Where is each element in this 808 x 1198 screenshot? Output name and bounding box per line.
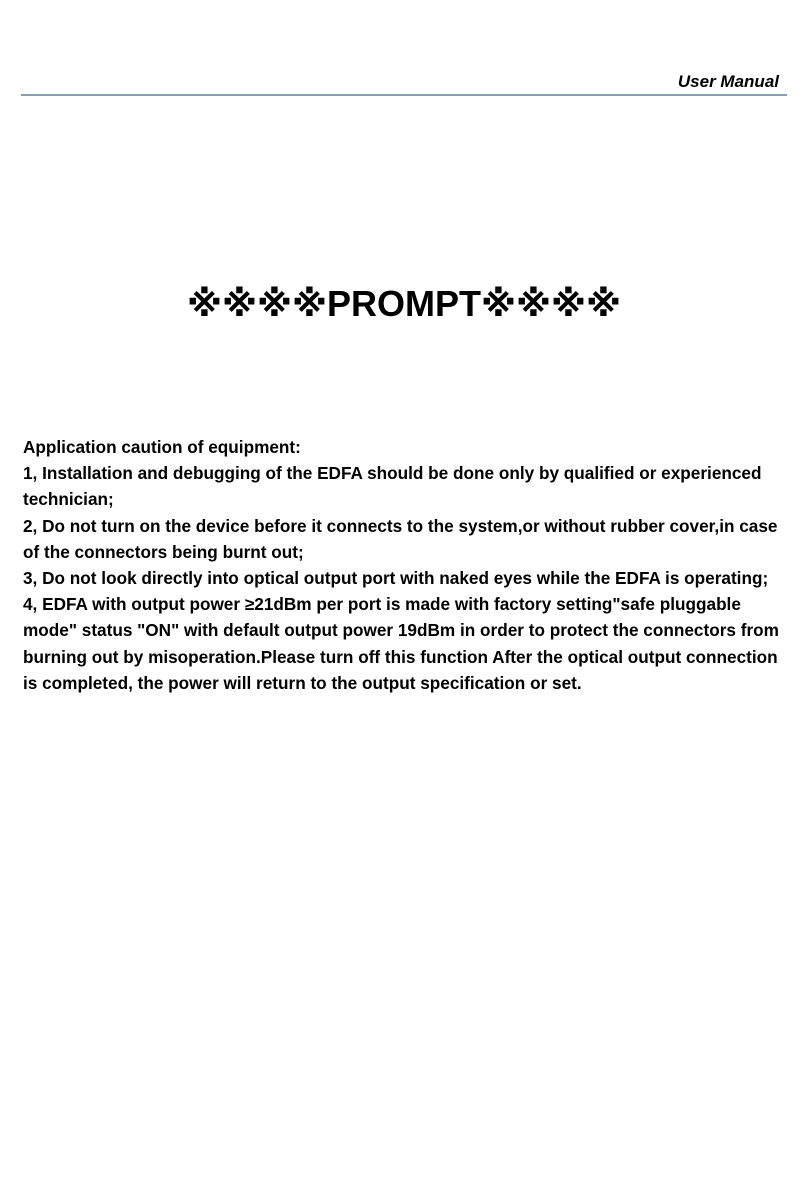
header-title: User Manual — [677, 72, 779, 91]
caution-heading: Application caution of equipment: — [23, 437, 301, 457]
header-divider — [21, 94, 787, 96]
caution-item-2: 2, Do not turn on the device before it connects to the system,or without rubber cover,in case of the connectors being burnt out; — [23, 515, 778, 562]
caution-item-4: 4, EDFA with output power ≥21dBm per port is made with factory setting"safe pluggable mode" status "ON" with default output power 19dBm in order to protect the connectors from burning out by misoperation.Please turn off this function After the optical output connection is completed, the power will return to the output specification or set. — [23, 594, 779, 693]
prompt-title: ※※※※PROMPT※※※※ — [187, 283, 621, 324]
caution-section — [23, 434, 793, 696]
caution-item-3: 3, Do not look directly into optical output port with naked eyes while the EDFA is operating; — [23, 568, 769, 589]
caution-item-1: 1, Installation and debugging of the EDFA should be done only by qualified or experienced technician; — [23, 463, 762, 510]
